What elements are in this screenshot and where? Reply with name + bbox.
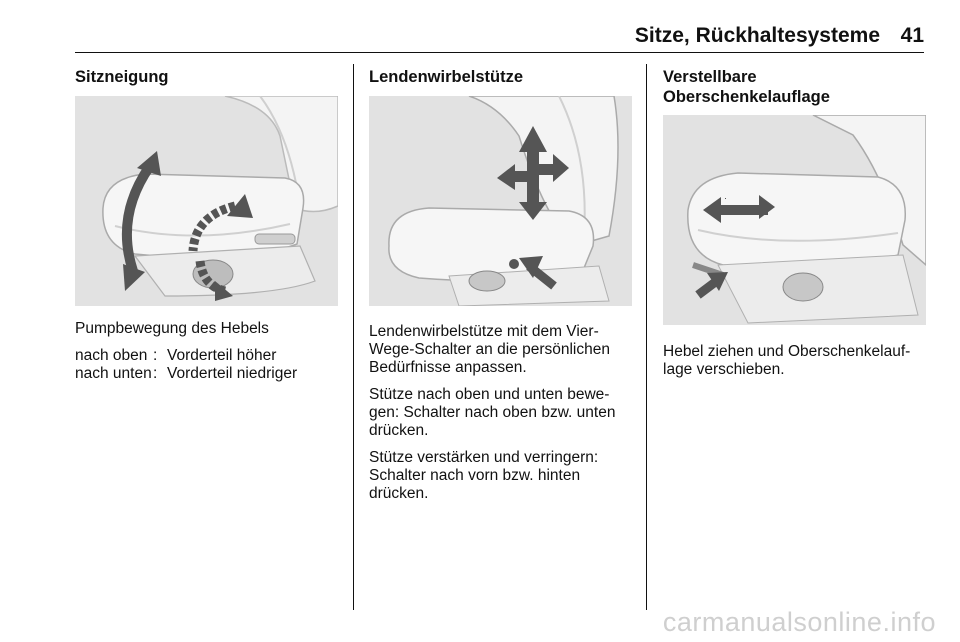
tilt-table	[75, 347, 345, 383]
lumbar-support-figure	[369, 96, 632, 306]
seat-tilt-text	[75, 320, 345, 383]
figure-caption: Pumpbewegung des Hebels	[75, 320, 269, 337]
lumbar-support-text	[369, 323, 637, 512]
table-key: nach unten	[75, 365, 152, 382]
table-value: Vorderteil höher	[167, 347, 277, 364]
column-divider-1	[353, 64, 354, 610]
section-seat-tilt	[75, 67, 345, 87]
table-separator: :	[153, 365, 158, 382]
paragraph: Hebel ziehen und Oberschenkelauf-lage verschieben.	[663, 343, 911, 378]
watermark: carmanualsonline.info	[662, 607, 936, 637]
thigh-support-text	[663, 343, 931, 388]
header-rule	[75, 52, 924, 53]
paragraph: Stütze verstärken und verringern: Schalter nach vorn bzw. hinten drücken.	[369, 449, 599, 502]
table-value: Vorderteil niedriger	[167, 365, 298, 382]
section-heading: Lendenwirbelstütze	[369, 68, 524, 86]
thigh-support-illustration-icon	[663, 115, 926, 325]
section-heading: Sitzneigung	[75, 68, 169, 86]
column-divider-2	[646, 64, 647, 610]
paragraph: Stütze nach oben und unten bewe-gen: Schalter nach oben bzw. unten drücken.	[369, 386, 616, 439]
section-thigh-support	[663, 67, 931, 107]
running-header-title: Sitze, Rückhaltesysteme	[634, 24, 880, 47]
seat-tilt-figure	[75, 96, 338, 306]
section-heading-line-1: Verstellbare	[663, 68, 757, 86]
section-heading-line-2: Oberschenkelauflage	[663, 88, 830, 106]
paragraph: Lendenwirbelstütze mit dem Vier-Wege-Schalter an die persönlichen Bedürfnisse anpassen.	[369, 323, 610, 376]
table-separator: :	[153, 347, 158, 364]
page-number: 41	[900, 24, 924, 47]
table-key: nach oben	[75, 347, 148, 364]
thigh-support-figure	[663, 115, 926, 325]
lumbar-support-illustration-icon	[369, 96, 632, 306]
section-lumbar-support	[369, 67, 637, 87]
seat-tilt-illustration-icon	[75, 96, 338, 306]
